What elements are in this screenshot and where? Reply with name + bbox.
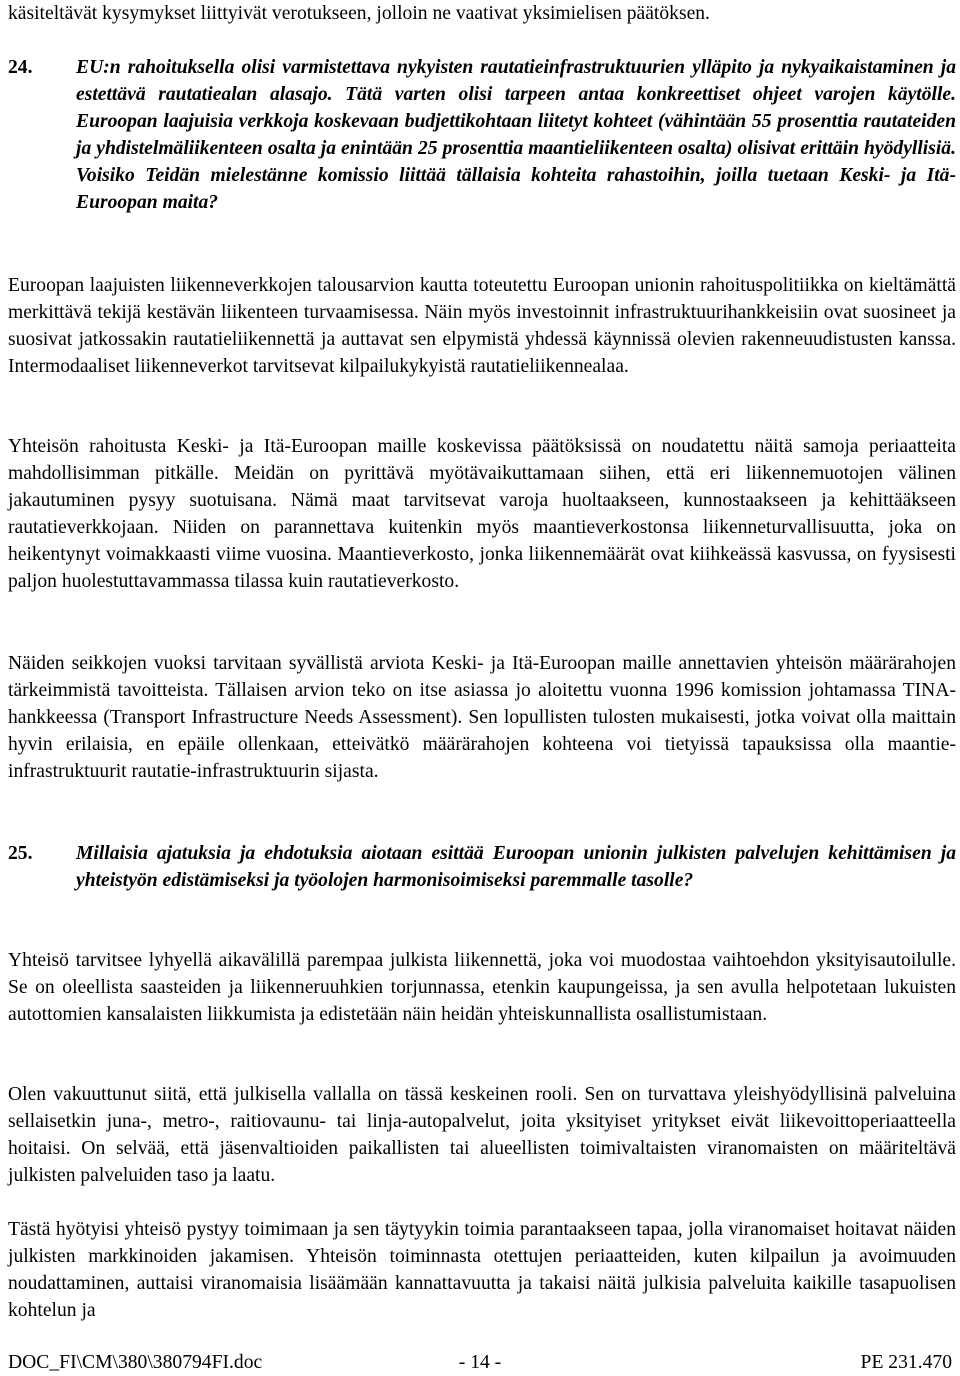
question-24 bbox=[8, 54, 956, 216]
answer-paragraph-3: Näiden seikkojen vuoksi tarvitaan syvällistä arviota Keski- ja Itä-Euroopan maille annettavien yhteisön määrärahojen tärkeimmistä tavoitteista. Tällaisen arvion teko on itse asiassa jo aloitettu vuonna 1996 komission johtamassa TINA-hankkeessa (Transport Infrastructure Needs Assessment). Sen lopullisten tulosten mukaisesti, jotka voivat olla maittain hyvin erilaisia, en epäile ollenkaan, etteivätkö määrärahojen kohteena voi tietyissä tapauksissa olla maantie-infrastruktuurit rautatie-infrastruktuurin sijasta. bbox=[8, 653, 956, 782]
question-25-number: 25. bbox=[8, 843, 33, 864]
answer-paragraph-6: Tästä hyötyisi yhteisö pystyy toimimaan ja sen täytyykin toimia parantaakseen tapaa, jolla viranomaiset hoitavat näiden julkisten markkinoiden jakamisen. Yhteisön toiminnasta otettujen periaatteiden, kuten kilpailun ja avoimuuden noudattaminen, auttaisi viranomaisia lisäämään kannattavuutta ja takaisi näitä julkisia palveluita kaikille tasapuolisen kohtelun ja bbox=[8, 1219, 956, 1321]
question-24-text: EU:n rahoituksella olisi varmistettava nykyisten rautatieinfrastruktuurien ylläpito ja nykyaikaistaminen ja estettävä rautatiealan alasajo. Tätä varten olisi tarpeen antaa konkreettiset ohjeet varojen käytölle. Euroopan laajuisia verkkoja koskevaan budjettikohtaan liitetyt kohteet (vähintään 55 prosenttia rautateiden ja yhdistelmäliikenteen osalta ja enintään 25 prosenttia maantieliikenteen osalta) olisivat erittäin hyödyllisiä. Voisiko Teidän mielestänne komissio liittää tällaisia kohteita rahastoihin, joilla tuetaan Keski- ja Itä-Euroopan maita? bbox=[76, 57, 956, 213]
answer-paragraph-5: Olen vakuuttunut siitä, että julkisella vallalla on tässä keskeinen rooli. Sen on turvattava yleishyödyllisinä palveluina sellaisetkin juna-, metro-, raitiovaunu- tai linja-autopalvelut, joita yksityiset yritykset eivät liikevoittoperiaatteella hoitaisi. On selvää, että jäsenvaltioiden paikallisten tai alueellisten toimivaltaisten viranomaisten on määriteltävä julkisten palveluiden taso ja laatu. bbox=[8, 1084, 956, 1186]
question-25 bbox=[8, 840, 956, 894]
answer-paragraph-4: Yhteisö tarvitsee lyhyellä aikavälillä parempaa julkista liikennettä, joka voi muodostaa vaihtoehdon yksityisautoilulle. Se on oleellista saasteiden ja liikenneruuhkien torjunnassa, etenkin kaupungeissa, ja sen avulla helpotetaan lukuisten autottomien kansalaisten liikkumista ja edistetään näin heidän yhteiskunnallista osallistumistaan. bbox=[8, 950, 956, 1025]
intro-line: käsiteltävät kysymykset liittyivät verotukseen, jolloin ne vaativat yksimielisen päätöksen. bbox=[8, 3, 710, 24]
answer-paragraph-2: Yhteisön rahoitusta Keski- ja Itä-Euroopan maille koskevissa päätöksissä on noudatettu näitä samoja periaatteita mahdollisimman pitkälle. Meidän on pyrittävä myötävaikuttamaan siihen, että eri liikennemuotojen välinen jakautuminen pysyy suotuisana. Nämä maat tarvitsevat varoja huoltaakseen, kunnostaakseen ja kehittääkseen rautatieverkkojaan. Niiden on parannettava kuitenkin myös maantieverkostonsa liikenneturvallisuutta, joka on heikentynyt voimakkaasti viime vuosina. Maantieverkosto, jonka liikennemäärät ovat kiihkeässä kasvussa, on fyysisesti paljon huolestuttavammassa tilassa kuin rautatieverkosto. bbox=[8, 436, 956, 592]
footer-doc-ref: DOC_FI\CM\380\380794FI.doc bbox=[8, 1352, 263, 1373]
question-24-number: 24. bbox=[8, 57, 33, 78]
footer-pe-number: PE 231.470 bbox=[860, 1352, 952, 1373]
page-footer bbox=[8, 1350, 952, 1376]
answer-paragraph-1: Euroopan laajuisten liikenneverkkojen talousarvion kautta toteutettu Euroopan unionin rahoituspolitiikka on kieltämättä merkittävä tekijä kestävän liikenteen turvaamisessa. Näin myös investoinnit infrastruktuurihankkeisiin ovat suosineet ja suosivat jatkossakin rautatieliikennettä ja auttavat sen elpymistä yhdessä käynnissä olevien rakenneuudistusten kanssa. Intermodaaliset liikenneverkot tarvitsevat kilpailukykyistä rautatieliikennealaa. bbox=[8, 275, 956, 377]
question-25-text: Millaisia ajatuksia ja ehdotuksia aiotaan esittää Euroopan unionin julkisten palvelujen kehittämisen ja yhteistyön edistämiseksi ja työolojen harmonisoimiseksi paremmalle tasolle? bbox=[76, 843, 956, 891]
footer-page-number: - 14 - bbox=[458, 1352, 502, 1373]
